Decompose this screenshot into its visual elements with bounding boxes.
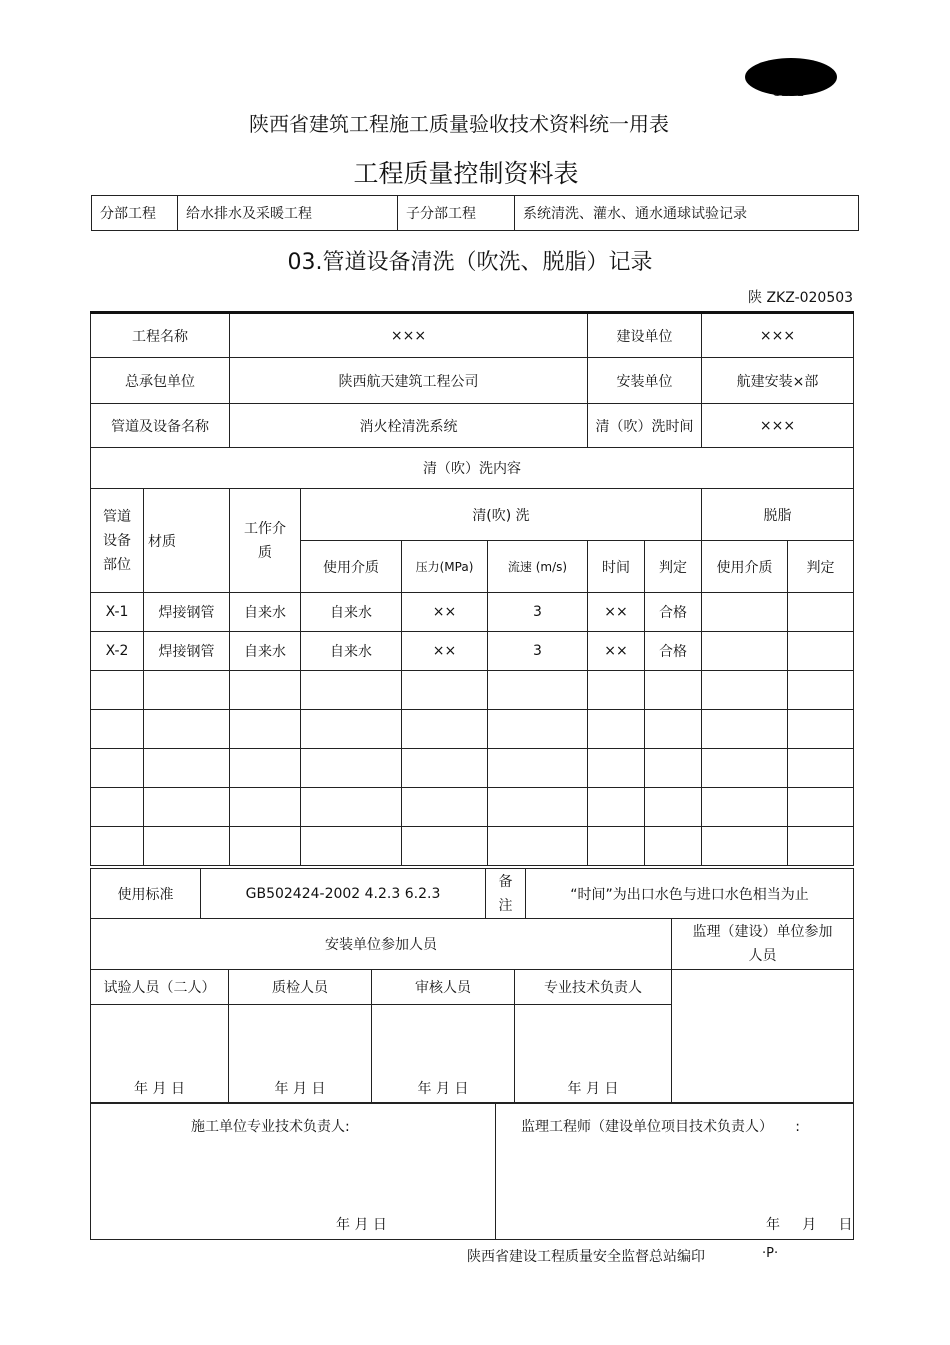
installer-label: 安装单位 <box>588 358 702 404</box>
cell-part: X-2 <box>91 632 144 671</box>
cell-material <box>144 710 230 749</box>
clean-time-value: ××× <box>702 404 854 448</box>
cell-judge: 合格 <box>645 593 702 632</box>
cell-material: 焊接钢管 <box>144 593 230 632</box>
cell-flow: 3 <box>488 632 588 671</box>
degrease-group-header: 脱脂 <box>702 489 854 541</box>
cell-material <box>144 749 230 788</box>
sub-medium-header: 使用介质 <box>301 541 402 593</box>
cell-pressure: ×× <box>402 593 488 632</box>
cell-material: 焊接钢管 <box>144 632 230 671</box>
cell-flow <box>488 671 588 710</box>
supervising-engineer-label: 监理工程师（建设单位项目技术负责人） : <box>521 1119 800 1135</box>
cell-use-medium <box>301 749 402 788</box>
cell-use-medium: 自来水 <box>301 632 402 671</box>
participants-table <box>90 918 854 1103</box>
cell-work-medium <box>230 749 301 788</box>
cell-time <box>588 671 645 710</box>
quality-header: 质检人员 <box>229 970 372 1005</box>
contractor-signature-cell <box>91 1104 496 1240</box>
cell-dg-medium <box>702 749 788 788</box>
content-label: 清（吹）洗内容 <box>91 448 854 489</box>
cell-time <box>588 788 645 827</box>
cell-time <box>588 710 645 749</box>
cell-judge <box>645 827 702 866</box>
cell-pressure <box>402 788 488 827</box>
cell-pressure <box>402 827 488 866</box>
cell-material <box>144 671 230 710</box>
page-title: 工程质量控制资料表 <box>353 159 579 188</box>
cell-work-medium <box>230 710 301 749</box>
cell-judge <box>645 788 702 827</box>
sub-judge-header: 判定 <box>645 541 702 593</box>
cell-flow <box>488 827 588 866</box>
reviewer-header: 审核人员 <box>372 970 515 1005</box>
form-code: 陕 ZKZ-020503 <box>748 290 854 306</box>
cell-flow <box>488 710 588 749</box>
cell-judge: 合格 <box>645 632 702 671</box>
org-title: 陕西省建筑工程施工质量验收技术资料统一用表 <box>249 112 669 136</box>
table-row <box>91 710 854 749</box>
cell-judge <box>645 671 702 710</box>
cell-dg-medium <box>702 632 788 671</box>
table-row <box>91 671 854 710</box>
page-mark: ·P· <box>762 1246 779 1261</box>
subsection-value: 系统清洗、灌水、通水通球试验记录 <box>515 196 859 231</box>
cleaning-record-table <box>90 311 854 866</box>
clean-group-header: 清(吹) 洗 <box>301 489 702 541</box>
cell-dg-judge <box>788 632 854 671</box>
cell-part <box>91 710 144 749</box>
pipe-name-value: 消火栓清洗系统 <box>230 404 588 448</box>
pipe-name-label: 管道及设备名称 <box>91 404 230 448</box>
cell-time <box>588 749 645 788</box>
sub-pressure-header: 压力(MPa) <box>402 541 488 593</box>
cell-flow <box>488 749 588 788</box>
table-row <box>91 593 854 632</box>
table-row <box>91 827 854 866</box>
table-row <box>91 632 854 671</box>
cell-time <box>588 827 645 866</box>
cell-part <box>91 788 144 827</box>
sub-dg-judge-header: 判定 <box>788 541 854 593</box>
cell-pressure: ×× <box>402 632 488 671</box>
cell-dg-medium <box>702 788 788 827</box>
cell-time: ×× <box>588 632 645 671</box>
cell-dg-medium <box>702 671 788 710</box>
contractor-tech-lead-label: 施工单位专业技术负责人: <box>191 1119 350 1135</box>
record-title: 03.管道设备清洗（吹洗、脱脂）记录 <box>287 250 653 275</box>
cell-pressure <box>402 671 488 710</box>
cell-use-medium <box>301 827 402 866</box>
cell-use-medium <box>301 788 402 827</box>
cell-part <box>91 827 144 866</box>
tech-lead-header: 专业技术负责人 <box>515 970 672 1005</box>
cell-use-medium: 自来水 <box>301 593 402 632</box>
supervisor-signature-cell <box>496 1104 854 1240</box>
cell-dg-medium <box>702 827 788 866</box>
cell-dg-medium <box>702 710 788 749</box>
supervisor-date: 年 月 日 <box>766 1217 853 1233</box>
cell-work-medium <box>230 827 301 866</box>
standard-table <box>90 868 854 919</box>
cell-work-medium <box>230 671 301 710</box>
cell-work-medium: 自来水 <box>230 632 301 671</box>
install-group-header: 安装单位参加人员 <box>91 919 672 970</box>
redaction-blob <box>745 58 837 96</box>
cell-flow <box>488 788 588 827</box>
tester-header: 试验人员（二人） <box>91 970 229 1005</box>
cell-material <box>144 788 230 827</box>
final-signature-table <box>90 1103 854 1240</box>
cell-work-medium <box>230 788 301 827</box>
contractor-date: 年 月 日 <box>336 1217 387 1233</box>
table-row <box>91 749 854 788</box>
cell-dg-judge <box>788 710 854 749</box>
cell-dg-judge <box>788 788 854 827</box>
clean-time-label: 清（吹）洗时间 <box>588 404 702 448</box>
cell-dg-judge <box>788 593 854 632</box>
cell-dg-judge <box>788 749 854 788</box>
tester-date: 年 月 日 <box>91 1005 229 1103</box>
installer-value: 航建安装×部 <box>702 358 854 404</box>
sub-time-header: 时间 <box>588 541 645 593</box>
cell-judge <box>645 749 702 788</box>
cell-time: ×× <box>588 593 645 632</box>
section-table <box>91 195 859 231</box>
cell-judge <box>645 710 702 749</box>
col-part-header: 管道 设备 部位 <box>91 489 144 593</box>
cell-pressure <box>402 749 488 788</box>
section-label: 分部工程 <box>92 196 178 231</box>
table-row <box>91 788 854 827</box>
project-name-label: 工程名称 <box>91 313 230 358</box>
cell-dg-medium <box>702 593 788 632</box>
supervision-group-header: 监理（建设）单位参加 人员 <box>672 919 854 970</box>
project-name-value: ××× <box>230 313 588 358</box>
cell-part: X-1 <box>91 593 144 632</box>
standard-value: GB502424-2002 4.2.3 6.2.3 <box>201 869 486 919</box>
quality-date: 年 月 日 <box>229 1005 372 1103</box>
sub-flow-header: 流速 (m/s) <box>488 541 588 593</box>
sub-dg-medium-header: 使用介质 <box>702 541 788 593</box>
subsection-label: 子分部工程 <box>398 196 515 231</box>
cell-pressure <box>402 710 488 749</box>
cell-use-medium <box>301 710 402 749</box>
general-contractor-value: 陕西航天建筑工程公司 <box>230 358 588 404</box>
builder-value: ××× <box>702 313 854 358</box>
cell-work-medium: 自来水 <box>230 593 301 632</box>
section-value: 给水排水及采暖工程 <box>178 196 398 231</box>
general-contractor-label: 总承包单位 <box>91 358 230 404</box>
cell-use-medium <box>301 671 402 710</box>
remark-value: “时间”为出口水色与进口水色相当为止 <box>526 869 854 919</box>
col-material-header: 材质 <box>144 489 230 593</box>
cell-part <box>91 671 144 710</box>
cell-dg-judge <box>788 827 854 866</box>
cell-part <box>91 749 144 788</box>
publisher-footer: 陕西省建设工程质量安全监督总站编印 <box>467 1249 705 1265</box>
cell-flow: 3 <box>488 593 588 632</box>
supervision-signature-area <box>672 970 854 1103</box>
tech-lead-date: 年 月 日 <box>515 1005 672 1103</box>
cell-dg-judge <box>788 671 854 710</box>
remark-label: 备 注 <box>486 869 526 919</box>
reviewer-date: 年 月 日 <box>372 1005 515 1103</box>
builder-label: 建设单位 <box>588 313 702 358</box>
cell-material <box>144 827 230 866</box>
standard-label: 使用标准 <box>91 869 201 919</box>
col-work-medium-header: 工作介 质 <box>230 489 301 593</box>
